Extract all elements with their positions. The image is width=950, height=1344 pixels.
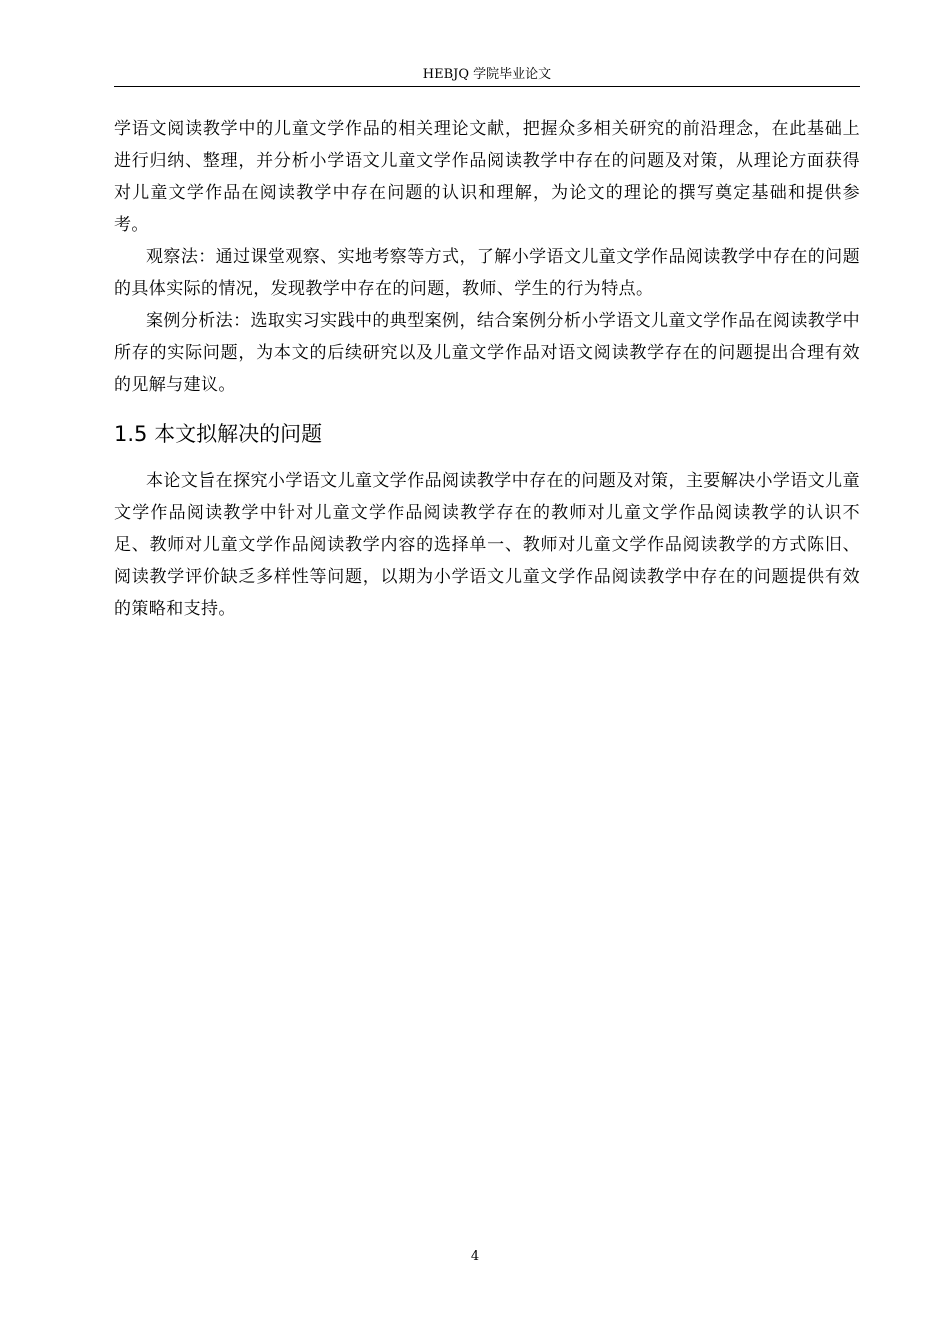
paragraph-continued: 学语文阅读教学中的儿童文学作品的相关理论文献，把握众多相关研究的前沿理念，在此基础上进行归纳、整理，并分析小学语文儿童文学作品阅读教学中存在的问题及对策，从理论方面获得对儿童文学作品在阅读教学中存在问题的认识和理解，为论文的理论的撰写奠定基础和提供参考。	[114, 119, 860, 235]
paragraph-observation-method: 观察法：通过课堂观察、实地考察等方式，了解小学语文儿童文学作品阅读教学中存在的问题的具体实际的情况，发现教学中存在的问题，教师、学生的行为特点。	[114, 247, 860, 299]
paragraph-case-analysis-method: 案例分析法：选取实习实践中的典型案例，结合案例分析小学语文儿童文学作品在阅读教学中所存的实际问题，为本文的后续研究以及儿童文学作品对语文阅读教学存在的问题提出合理有效的见解与建议。	[114, 311, 860, 395]
section-heading: 1.5 本文拟解决的问题	[114, 422, 323, 446]
page-body	[114, 113, 860, 625]
page-header-title: HEBJQ 学院毕业论文	[422, 67, 552, 82]
paragraph-problems-to-solve: 本论文旨在探究小学语文儿童文学作品阅读教学中存在的问题及对策，主要解决小学语文儿童文学作品阅读教学中针对儿童文学作品阅读教学存在的教师对儿童文学作品阅读教学的认识不足、教师对儿童文学作品阅读教学内容的选择单一、教师对儿童文学作品阅读教学的方式陈旧、阅读教学评价缺乏多样性等问题，以期为小学语文儿童文学作品阅读教学中存在的问题提供有效的策略和支持。	[114, 471, 860, 619]
header-divider	[114, 86, 860, 87]
page-number: 4	[470, 1249, 480, 1264]
